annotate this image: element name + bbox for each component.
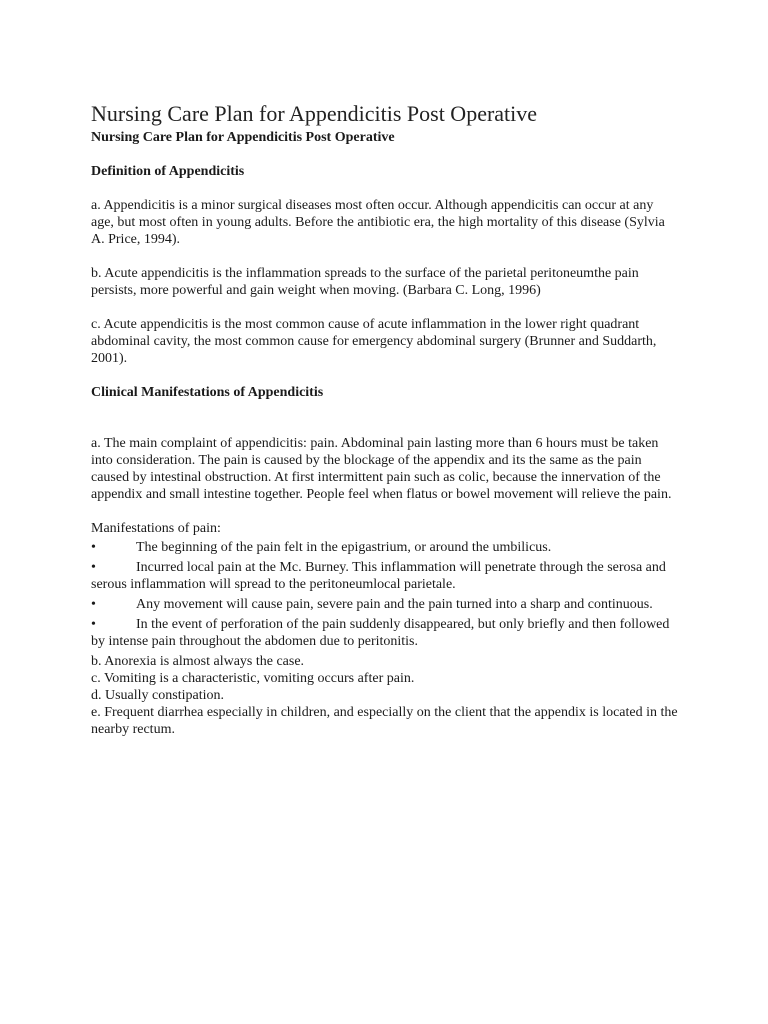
document-subtitle: Nursing Care Plan for Appendicitis Post Operative [91, 130, 395, 145]
clinical-item-e: e. Frequent diarrhea especially in children, and especially on the client that the appendix is located in the nearby rectum. [91, 705, 678, 737]
clinical-heading: Clinical Manifestations of Appendicitis [91, 385, 324, 400]
definition-paragraph-c: c. Acute appendicitis is the most common cause of acute inflammation in the lower right quadrant abdominal cavity, the most common cause for emergency abdominal surgery (Brunner and Suddarth, 2001). [91, 317, 657, 366]
pain-bullet-text: Incurred local pain at the Mc. Burney. This inflammation will penetrate through the serosa and serous inflammation will spread to the peritoneumlocal parietale. [91, 560, 666, 592]
pain-bullet-text: In the event of perforation of the pain suddenly disappeared, but only briefly and then followed by intense pain throughout the abdomen due to peritonitis. [91, 617, 670, 649]
bullet-icon: • [91, 540, 96, 555]
pain-bullet-item [91, 539, 679, 556]
pain-bullet-item [91, 559, 679, 593]
pain-manifestations-label: Manifestations of pain: [91, 521, 221, 536]
pain-bullet-item [91, 616, 679, 650]
definition-heading: Definition of Appendicitis [91, 164, 245, 179]
clinical-item-b: b. Anorexia is almost always the case. [91, 654, 305, 669]
bullet-icon: • [91, 617, 96, 632]
clinical-items [91, 653, 679, 738]
pain-bullet-item [91, 596, 679, 613]
pain-bullet-text: Any movement will cause pain, severe pain and the pain turned into a sharp and continuous. [136, 597, 653, 612]
clinical-item-c: c. Vomiting is a characteristic, vomiting occurs after pain. [91, 671, 415, 686]
clinical-item-d: d. Usually constipation. [91, 688, 224, 703]
document-title: Nursing Care Plan for Appendicitis Post Operative [91, 101, 538, 126]
document-page [91, 100, 679, 738]
definition-paragraph-a: a. Appendicitis is a minor surgical diseases most often occur. Although appendicitis can occur at any age, but most often in young adults. Before the antibiotic era, the high mortality of this disease (Sylvia A. Price, 1994). [91, 198, 665, 247]
bullet-icon: • [91, 560, 96, 575]
clinical-paragraph-a: a. The main complaint of appendicitis: pain. Abdominal pain lasting more than 6 hours must be taken into consideration. The pain is caused by the blockage of the appendix and its the same as the pain caused by intestinal obstruction. At first intermittent pain such as colic, because the innervation of the appendix and small intestine together. People feel when flatus or bowel movement will relieve the pain. [91, 436, 672, 502]
definition-paragraph-b: b. Acute appendicitis is the inflammation spreads to the surface of the parietal peritoneumthe pain persists, more powerful and gain weight when moving. (Barbara C. Long, 1996) [91, 266, 639, 298]
pain-bullet-list [91, 539, 679, 650]
pain-bullet-text: The beginning of the pain felt in the epigastrium, or around the umbilicus. [136, 540, 552, 555]
bullet-icon: • [91, 597, 96, 612]
